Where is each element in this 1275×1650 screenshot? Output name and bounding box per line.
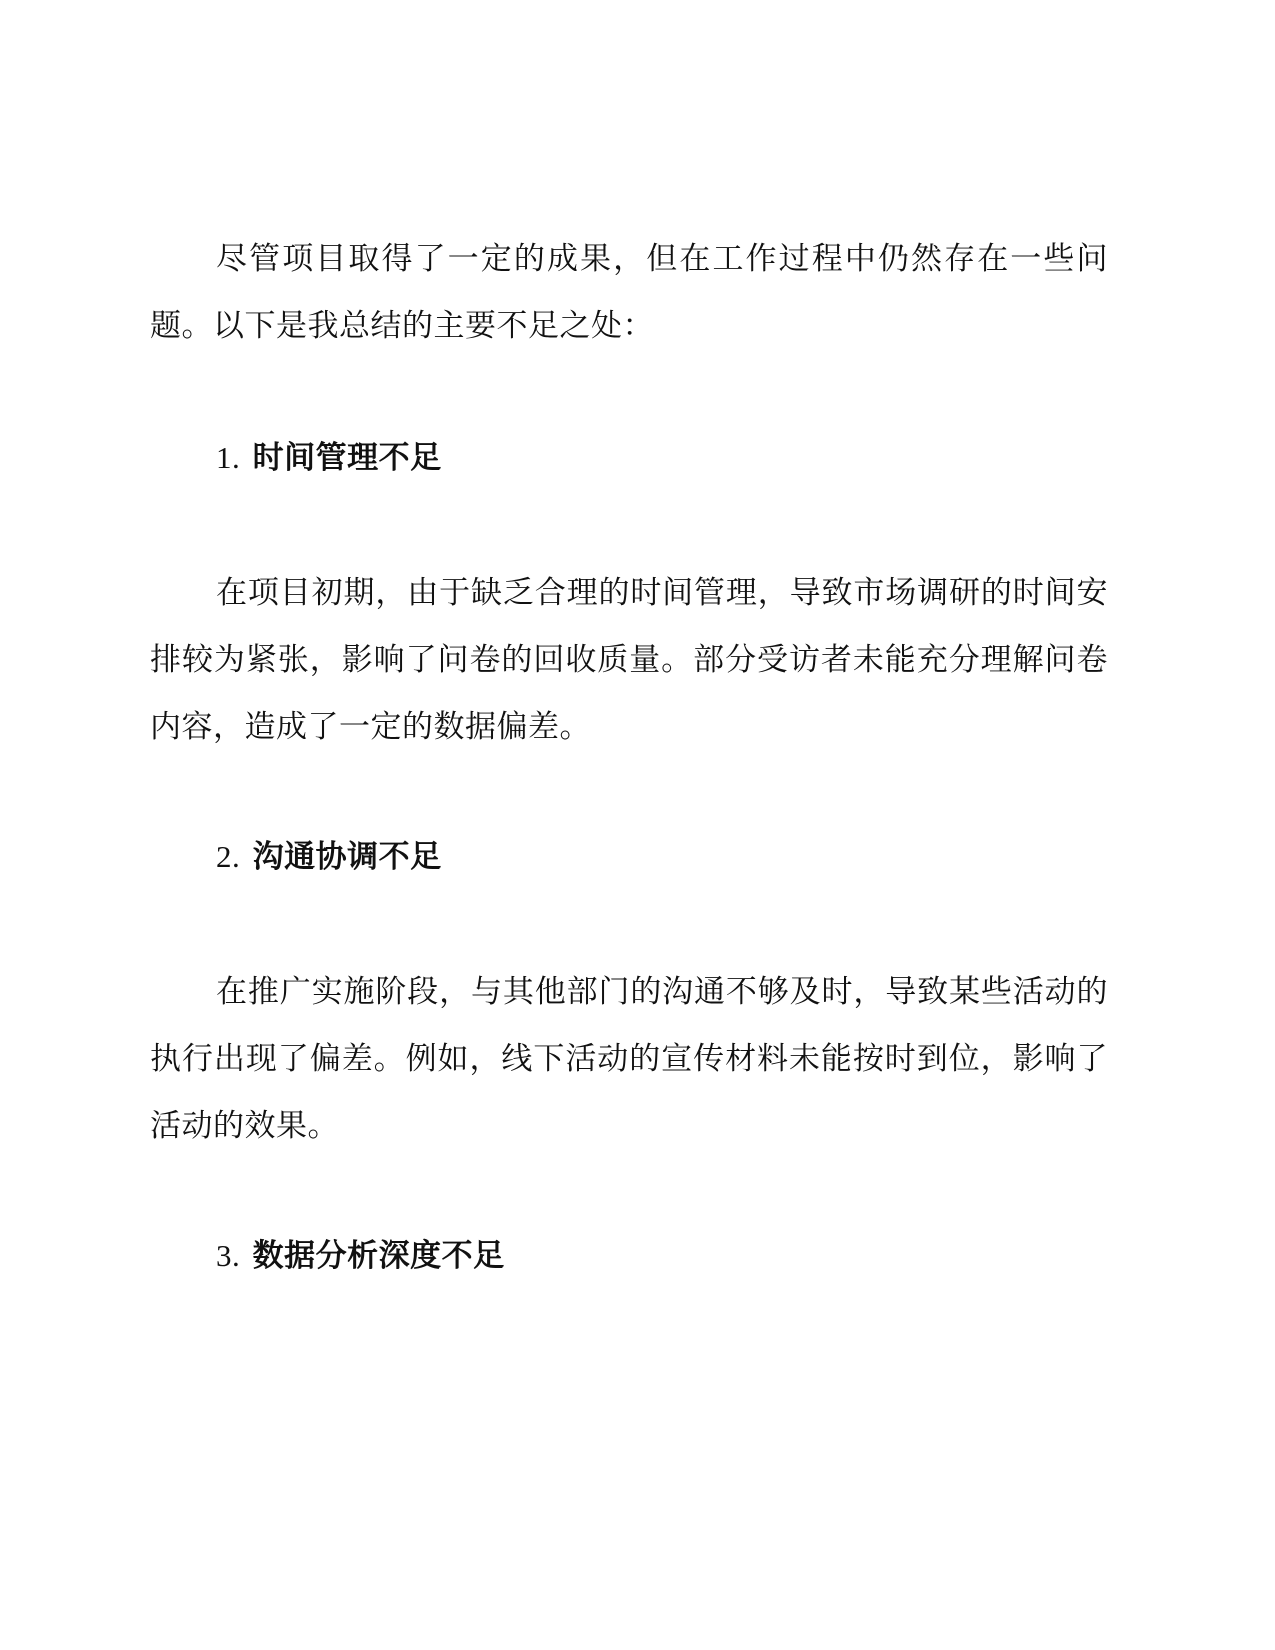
section-number: 1.	[216, 440, 241, 475]
section-heading-3	[216, 1222, 505, 1290]
section-heading-2	[216, 823, 442, 891]
section-number: 2.	[216, 839, 241, 874]
section-number: 3.	[216, 1238, 241, 1273]
section-title: 沟通协调不足	[252, 839, 442, 875]
section-body-2: 在推广实施阶段，与其他部门的沟通不够及时，导致某些活动的执行出现了偏差。例如，线下活动的宣传材料未能按时到位，影响了活动的效果。	[150, 974, 1108, 1144]
section-title: 数据分析深度不足	[252, 1238, 505, 1274]
section-body-1: 在项目初期，由于缺乏合理的时间管理，导致市场调研的时间安排较为紧张，影响了问卷的回收质量。部分受访者未能充分理解问卷内容，造成了一定的数据偏差。	[150, 575, 1108, 745]
section-title: 时间管理不足	[252, 440, 442, 476]
intro-paragraph: 尽管项目取得了一定的成果，但在工作过程中仍然存在一些问题。以下是我总结的主要不足之处：	[150, 241, 1108, 344]
section-heading-1	[216, 424, 442, 492]
